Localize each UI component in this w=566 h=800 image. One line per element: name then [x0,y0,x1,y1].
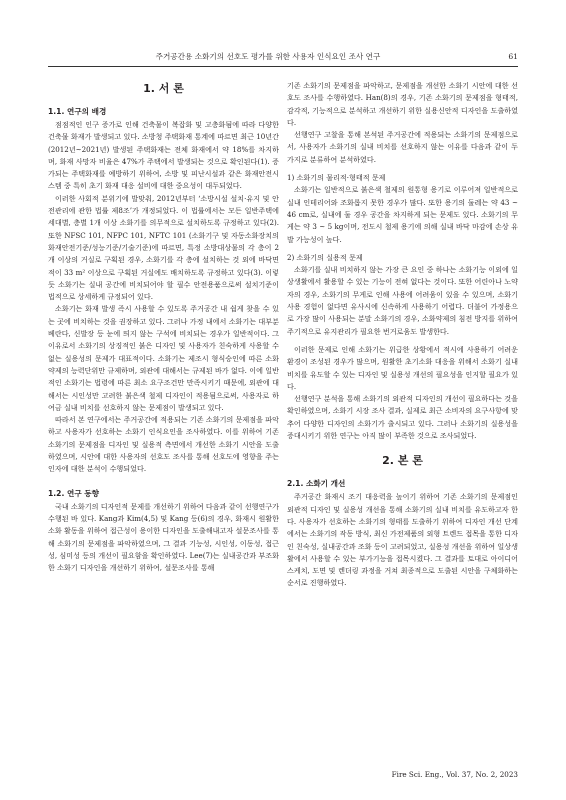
paragraph: 기존 소화기의 문제점을 파악하고, 문제점을 개선한 소화기 시안에 대한 선호도 조사를 수행하였다. Han(8)의 경우, 기존 소화기의 문제점을 형태적, 감각적, 기능적으로 분석하고 개선하기 위한 실용신안적 디자인을 도출하였다. [287,81,518,127]
page-number: 61 [508,52,518,61]
subsection-heading-extinguisher-improvement: 2.1. 소화기 개선 [287,479,346,489]
journal-citation: Fire Sci. Eng., Vol. 37, No. 2, 2023 [391,770,518,779]
right-column [287,80,518,590]
section-heading-main-body: 2. 본 론 [382,454,423,468]
list-item-title: 1) 소화기의 물리적·형태적 문제 [287,173,386,183]
paragraph: 점점적인 인구 증가로 인해 건축물이 복잡화 및 고층화됨에 따라 다양한 건축물 화재가 발생되고 있다. 소방청 주택화재 통계에 따르면 최근 10년간(2012년~2021년) 발생된 주택화재는 전체 화재에서 약 18%를 차지하며, 화재 사망자 비율은 47%가 주택에서 발생되는 것으로 확인된다(1). 증가되는 주택화재를 예방하기 위하여, 소방 및 피난시설과 같은 화재안전시스템 중 특히 초기 화재 대응 설비에 대한 중요성이 대두되었다. [48,120,279,191]
running-title: 주거공간용 소화기의 선호도 평가를 위한 사용자 인식요인 조사 연구 [155,52,381,61]
paragraph: 선행연구 분석을 통해 소화기의 외관적 디자인의 개선이 필요하다는 것을 확인하였으며, 소화기 시장 조사 결과, 실제로 최근 소비자의 요구사항에 맞추어 다양한 디자인의 소화기가 출시되고 있다. 그러나 소화기의 실용성을 증대시키기 위한 연구는 아직 많이 부족한 것으로 조사되었다. [287,394,518,441]
subsection-heading-background: 1.1. 연구의 배경 [48,107,107,116]
paragraph: 주거공간 화재시 조기 대응력을 높이기 위하여 기존 소화기의 문제점인 외관적 디자인 및 실용성 개선을 통해 소화기의 실내 비치를 유도하고자 한다. 사용자가 선호하는 소화기의 형태를 도출하기 위하여 디자인 개선 단계에서는 소화기의 작동 방식, 최신 가전제품의 외형 트렌드 접목을 통한 디자인 친숙성, 실내공간과 조화 등이 고려되었고, 실용성 개선을 위하여 일상생활에서 사용할 수 있는 부가기능을 접목시켰다. 그 결과를 토대로 아이디어 스케치, 도면 및 렌더링 과정을 거쳐 최종적으로 도출된 시안을 구체화하는 순서로 진행하였다. [287,492,518,588]
paragraph: 소화기는 화재 발생 즉시 사용할 수 있도록 주거공간 내 쉽게 찾을 수 있는 곳에 비치하는 것을 권장하고 있다. 그러나 가정 내에서 소화기는 대부분 베란다, 신발장 등 눈에 띄지 않는 구석에 비치되는 경우가 일반적이다. 그 이유로서 소화기의 상징적인 붉은 디자인 및 사용자가 친숙하게 사용할 수 없는 실용성의 문제가 대표적이다. 소화기는 제조시 형식승인에 따른 소화약제의 능력단위만 규제하며, 외관에 대해서는 규제된 바가 없다. 이에 일반적인 소화기는 법령에 따른 최소 요구조건만 만족시키기 때문에, 외관에 대해서는 시인성만 고려한 붉은색 철제 디자인이 적용됨으로써, 사용자로 하여금 실내 비치를 선호하지 않는 문제점이 발생되고 있다. [48,304,279,412]
subsection-heading-trends: 1.2. 연구 동향 [48,488,99,498]
paragraph: 이러한 사회적 분위기에 발맞춰, 2012년부터 ‘소방시설 설치·유지 및 안전관리에 관한 법률 제8조’가 개정되었다. 이 법률에서는 모든 일반주택에 세대별, 층별 1개 이상 소화기를 의무적으로 설치하도록 규정하고 있다(2). 또한 NFSC 101, NFPC 101, NFTC 101 (소화기구 및 자동소화장치의 화재안전기준/성능기준/기술기준)에 따르면, 특정 소방대상물의 각 층이 2개 이상의 거실로 구획된 경우, 소화기를 각 층에 설치하는 것 외에 바닥면적이 33 m² 이상으로 구획된 거실에도 배치하도록 규정하고 있다(3). 이렇듯 소화기는 실내 공간에 비치되어야 할 필수 안전용품으로써 설치기준이 법적으로 상세하게 규정되어 있다. [48,193,279,302]
header-divider [48,66,518,67]
list-item-body: 소화기를 실내 비치하지 않는 가장 큰 요인 중 하나는 소화기능 이외에 일상생활에서 활용할 수 있는 기능이 전혀 없다는 것이다. 또한 어린아나 노약자의 경우, 소화기의 무게로 인해 사용에 어려움이 있을 수 있으며, 소화기 사용 경험이 없다면 유사시에 신속하게 사용하기 어렵다. 더불어 가정용으로 가장 많이 사용되는 분말 소화기의 경우, 소화약제의 침전 방지를 위하여 주기적으로 유지관리가 필요한 번거로움도 발생한다. [287,265,518,336]
paragraph: 이러한 문제로 인해 소화기는 위급한 상황에서 적시에 사용하기 어려운 환경이 조성된 경우가 많으며, 원활한 초기소화 대응을 위해서 소화기 실내 비치를 유도할 수 있는 디자인 및 실용성 개선의 필요성을 인지할 필요가 있다. [287,344,518,391]
paragraph: 따라서 본 연구에서는 주거공간에 적용되는 기존 소화기의 문제점을 파악하고 사용자가 선호하는 소화기 인식요인을 조사하였다. 이를 위하여 기존 소화기의 문제점을 디자인 및 실용적 측면에서 개선한 소화기 시안을 도출하였으며, 시안에 대한 사용자의 선호도 조사를 통해 선호도에 영향을 주는 인자에 대한 분석이 수행되었다. [48,415,279,474]
paragraph: 국내 소화기의 디자인적 문제를 개선하기 위하여 다음과 같이 선행연구가 수행된 바 있다. Kang과 Kim(4,5) 및 Kang 등(6)의 경우, 화재시 원활한 소화 활동을 위하여 접근성이 용이한 디자인을 도출해내고자 설문조사를 통해 소화기의 문제점을 파악하였으며, 그 결과 기능성, 시인성, 이동성, 접근성, 심미성 등의 개선이 필요함을 확인하였다. Lee(7)는 실내공간과 부조화한 소화기 디자인을 개선하기 위하여, 설문조사를 통해 [48,501,279,573]
left-column [48,80,279,574]
paragraph: 선행연구 고찰을 통해 본석된 주거공간에 적용되는 소화기의 문제점으로서, 사용자가 소화기의 실내 비치를 선호하지 않는 이유를 다음과 같이 두 가지로 분류하여 분석하였다. [287,130,518,164]
list-item-title: 2) 소화기의 실용적 문제 [287,252,363,262]
section-heading-introduction: 1. 서 론 [143,82,184,95]
list-item-body: 소화기는 일반적으로 붉은색 철제의 원통형 용기로 이루어져 일반적으로 실내 인테리어와 조화롭지 못한 경우가 많다. 또한 용기의 둘레는 약 43 ~ 46 cm로, 실내에 둘 경우 공간을 차지하게 되는 문제도 있다. 소화기의 무게는 약 3 ~ 5 kg이며, 전도시 철제 용기에 의해 실내 바닥 마감에 손상 유발 가능성이 높다. [287,185,518,244]
